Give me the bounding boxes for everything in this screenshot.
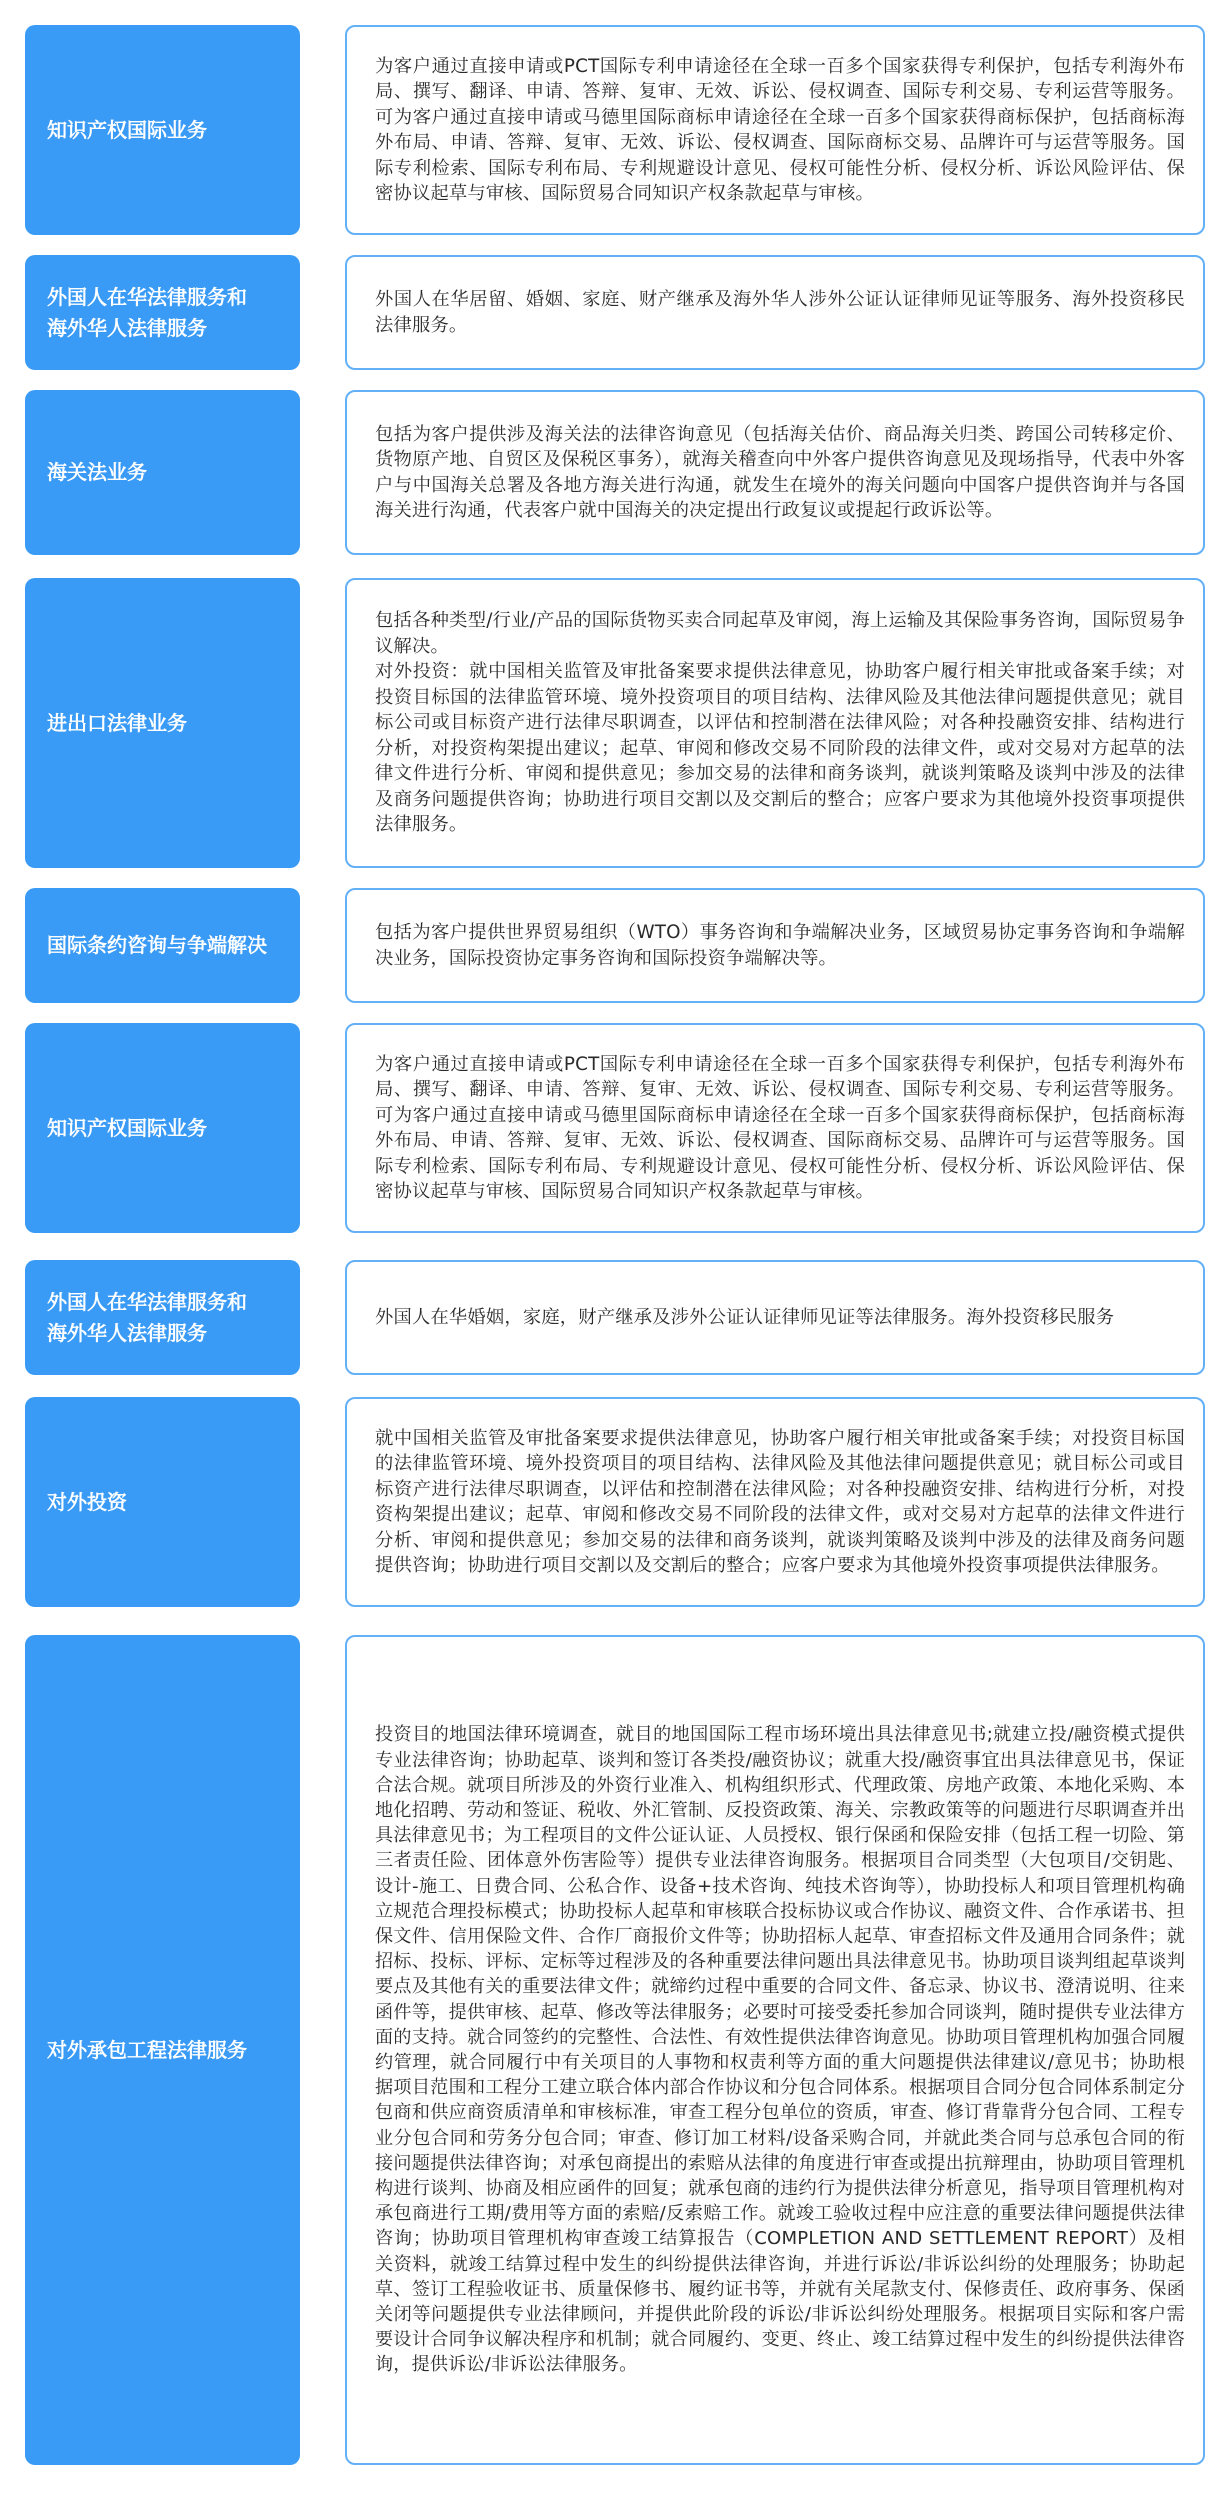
service-title: 对外承包工程法律服务 (25, 1635, 300, 2465)
service-description-text: 就中国相关监管及审批备案要求提供法律意见，协助客户履行相关审批或备案手续；对投资目标国的法律监管环境、境外投资项目的项目结构、法律风险及其他法律问题提供意见；就目标公司或目标资产进行法律尽职调查，以评估和控制潜在法律风险；对各种投融资安排、结构进行分析，对投资构架提出建议；起草、审阅和修改交易不同阶段的法律文件，或对交易对方起草的法律文件进行分析、审阅和提供意见；参加交易的法律和商务谈判，就谈判策略及谈判中涉及的法律及商务问题提供咨询；协助进行项目交割以及交割后的整合；应客户要求为其他境外投资事项提供法律服务。 (375, 1427, 1185, 1576)
service-title: 海关法业务 (25, 390, 300, 555)
service-title: 对外投资 (25, 1397, 300, 1607)
service-title: 知识产权国际业务 (25, 1023, 300, 1233)
service-description (345, 390, 1205, 555)
service-description-text: 包括为客户提供涉及海关法的法律咨询意见（包括海关估价、商品海关归类、跨国公司转移定价、货物原产地、自贸区及保税区事务），就海关稽查向中外客户提供咨询意见及现场指导，代表中外客户与中国海关总署及各地方海关进行沟通，就发生在境外的海关问题向中国客户提供咨询并与各国海关进行沟通，代表客户就中国海关的决定提出行政复议或提起行政诉讼等。 (375, 423, 1185, 521)
service-description-text: 外国人在华居留、婚姻、家庭、财产继承及海外华人涉外公证认证律师见证等服务、海外投资移民法律服务。 (375, 289, 1185, 336)
service-description-text: 投资目的地国法律环境调查，就目的地国国际工程市场环境出具法律意见书;就建立投/融资模式提供专业法律咨询；协助起草、谈判和签订各类投/融资协议；就重大投/融资事宜出具法律意见书，保证合法合规。就项目所涉及的外资行业准入、机构组织形式、代理政策、房地产政策、本地化采购、本地化招聘、劳动和签证、税收、外汇管制、反投资政策、海关、宗教政策等的问题进行尽职调查并出具法律意见书；为工程项目的文件公证认证、人员授权、银行保函和保险安排（包括工程一切险、第三者责任险、团体意外伤害险等）提供专业法律咨询服务。根据项目合同类型（大包项目/交钥匙、设计-施工、日费合同、公私合作、设备+技术咨询、纯技术咨询等），协助投标人和项目管理机构确立规范合理投标模式；协助投标人起草和审核联合投标协议或合作协议、融资文件、合作承诺书、担保文件、信用保险文件、合作厂商报价文件等；协助招标人起草、审查招标文件及通用合同条件；就招标、投标、评标、定标等过程涉及的各种重要法律问题出具法律意见书。协助项目谈判组起草谈判要点及其他有关的重要法律文件；就缔约过程中重要的合同文件、备忘录、协议书、澄清说明、往来函件等，提供审核、起草、修改等法律服务；必要时可接受委托参加合同谈判，随时提供专业法律方面的支持。就合同签约的完整性、合法性、有效性提供法律咨询意见。协助项目管理机构加强合同履约管理，就合同履行中有关项目的人事物和权责利等方面的重大问题提供法律建议/意见书；协助根据项目范围和工程分工建立联合体内部合作协议和分包合同体系。根据项目合同分包合同体系制定分包商和供应商资质清单和审核标准，审查工程分包单位的资质，审查、修订背靠背分包合同、工程专业分包合同和劳务分包合同；审查、修订加工材料/设备采购合同，并就此类合同与总承包合同的衔接问题提供法律咨询；对承包商提出的索赔从法律的角度进行审查或提出抗辩理由，协助项目管理机构进行谈判、协商及相应函件的回复；就承包商的违约行为提供法律分析意见，指导项目管理机构对承包商进行工期/费用等方面的索赔/反索赔工作。就竣工验收过程中应注意的重要法律问题提供法律咨询；协助项目管理机构审查竣工结算报告（COMPLETION AND SETTLEMENT REPORT）及相关资料，就竣工结算过程中发生的纠纷提供法律咨询，并进行诉讼/非诉讼纠纷的处理服务；协助起草、签订工程验收证书、质量保修书、履约证书等，并就有关尾款支付、保修责任、政府事务、保函关闭等问题提供专业法律顾问，并提供此阶段的诉讼/非诉讼纠纷处理服务。根据项目实际和客户需要设计合同争议解决程序和机制；就合同履约、变更、终止、竣工结算过程中发生的纠纷提供法律咨询，提供诉讼/非诉讼法律服务。 (375, 1724, 1185, 2376)
service-description (345, 1635, 1205, 2465)
service-description-text: 包括为客户提供世界贸易组织（WTO）事务咨询和争端解决业务，区域贸易协定事务咨询和争端解决业务，国际投资协定事务咨询和国际投资争端解决等。 (375, 922, 1185, 969)
service-title: 国际条约咨询与争端解决 (25, 888, 300, 1003)
service-title: 知识产权国际业务 (25, 25, 300, 235)
service-description (345, 888, 1205, 1003)
service-description-text: 包括各种类型/行业/产品的国际货物买卖合同起草及审阅，海上运输及其保险事务咨询，国际贸易争议解决。 对外投资：就中国相关监管及审批备案要求提供法律意见，协助客户履行相关审批或备案手续；对投资目标国的法律监管环境、境外投资项目的项目结构、法律风险及其他法律问题提供意见；就目标公司或目标资产进行法律尽职调查，以评估和控制潜在法律风险；对各种投融资安排、结构进行分析，对投资构架提出建议；起草、审阅和修改交易不同阶段的法律文件，或对交易对方起草的法律文件进行分析、审阅和提供意见；参加交易的法律和商务谈判，就谈判策略及谈判中涉及的法律及商务问题提供咨询；协助进行项目交割以及交割后的整合；应客户要求为其他境外投资事项提供法律服务。 (375, 610, 1185, 836)
service-title: 外国人在华法律服务和 海外华人法律服务 (25, 1260, 300, 1375)
service-description (345, 1023, 1205, 1233)
service-description (345, 1397, 1205, 1607)
service-description-text: 外国人在华婚姻，家庭，财产继承及涉外公证认证律师见证等法律服务。海外投资移民服务 (375, 1306, 1115, 1328)
service-description (345, 25, 1205, 235)
service-title: 外国人在华法律服务和 海外华人法律服务 (25, 255, 300, 370)
service-description-text: 为客户通过直接申请或PCT国际专利申请途径在全球一百多个国家获得专利保护，包括专利海外布局、撰写、翻译、申请、答辩、复审、无效、诉讼、侵权调查、国际专利交易、专利运营等服务。可为客户通过直接申请或马德里国际商标申请途径在全球一百多个国家获得商标保护，包括商标海外布局、申请、答辩、复审、无效、诉讼、侵权调查、国际商标交易、品牌许可与运营等服务。国际专利检索、国际专利布局、专利规避设计意见、侵权可能性分析、侵权分析、诉讼风险评估、保密协议起草与审核、国际贸易合同知识产权条款起草与审核。 (375, 1053, 1185, 1202)
service-description (345, 1260, 1205, 1375)
service-description (345, 255, 1205, 370)
service-title: 进出口法律业务 (25, 578, 300, 868)
service-description (345, 578, 1205, 868)
service-description-text: 为客户通过直接申请或PCT国际专利申请途径在全球一百多个国家获得专利保护，包括专利海外布局、撰写、翻译、申请、答辩、复审、无效、诉讼、侵权调查、国际专利交易、专利运营等服务。可为客户通过直接申请或马德里国际商标申请途径在全球一百多个国家获得商标保护，包括商标海外布局、申请、答辩、复审、无效、诉讼、侵权调查、国际商标交易、品牌许可与运营等服务。国际专利检索、国际专利布局、专利规避设计意见、侵权可能性分析、侵权分析、诉讼风险评估、保密协议起草与审核、国际贸易合同知识产权条款起草与审核。 (375, 55, 1185, 204)
